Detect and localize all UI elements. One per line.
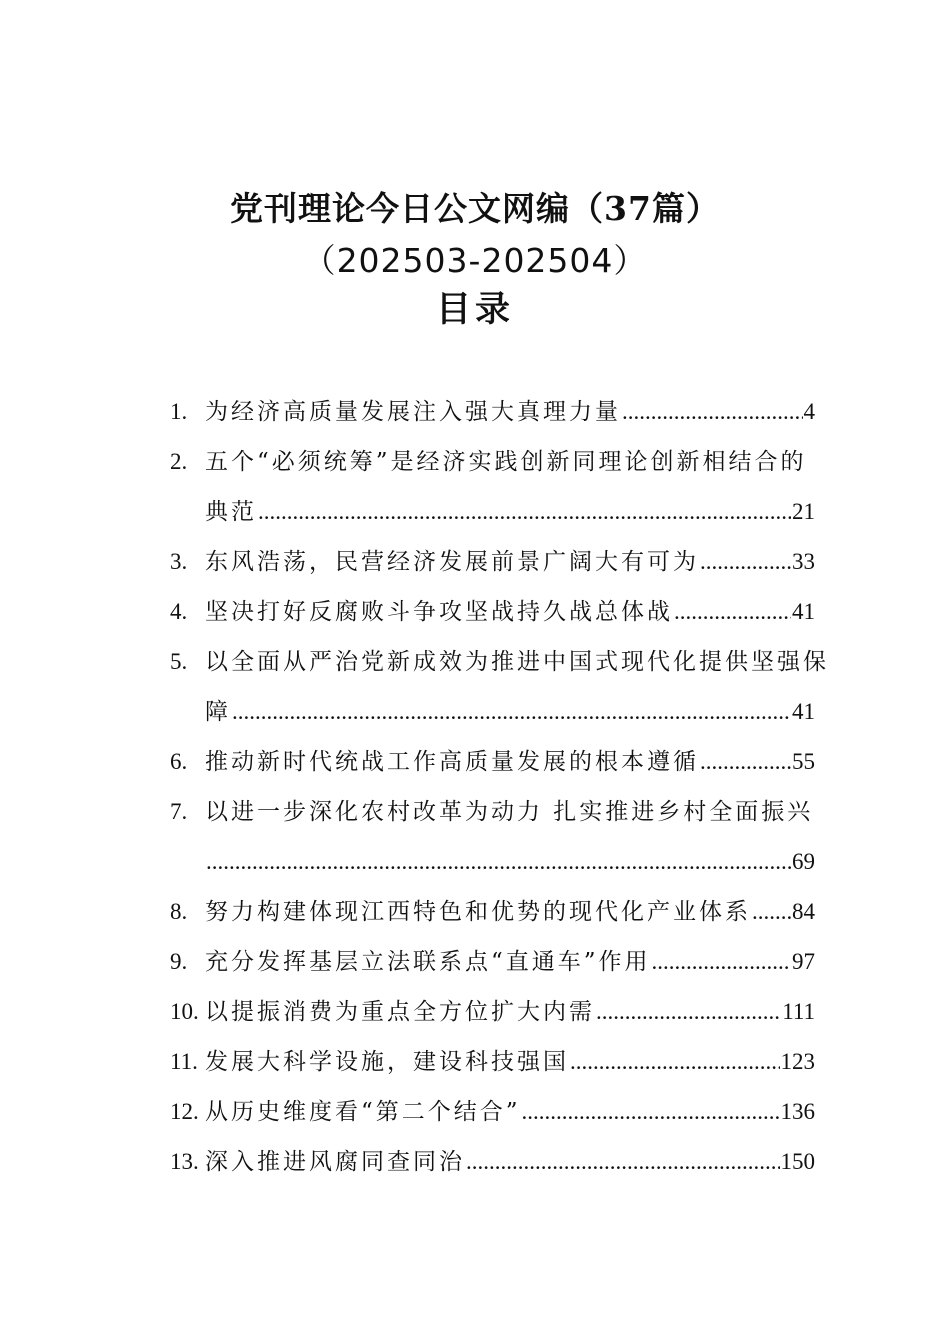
- toc-page-number: 21: [792, 499, 815, 524]
- toc-entry-number: 12.: [170, 1099, 199, 1124]
- dot-leader: [700, 737, 791, 787]
- toc-entry-number: 10.: [170, 999, 199, 1024]
- toc-entry-number: 2.: [170, 449, 188, 474]
- toc-entry-line[interactable]: [170, 1037, 815, 1087]
- toc-page-number: 55: [792, 749, 815, 774]
- toc-entry-number: 8.: [170, 899, 188, 924]
- dot-leader: [232, 687, 791, 737]
- toc-entry-line[interactable]: [170, 787, 815, 837]
- toc-entry-number: 9.: [170, 949, 188, 974]
- toc-entry-number: 6.: [170, 749, 188, 774]
- toc-entry-line[interactable]: [170, 587, 815, 637]
- toc-entry-title: 东风浩荡，民营经济发展前景广阔大有可为: [205, 549, 699, 575]
- toc-entry-line[interactable]: [170, 737, 815, 787]
- toc-entry-title: 以提振消费为重点全方位扩大内需: [205, 999, 595, 1025]
- toc-entry-line[interactable]: [170, 1137, 815, 1187]
- toc-entry-line[interactable]: [170, 987, 815, 1037]
- toc-entry-line[interactable]: [170, 537, 815, 587]
- toc-entry-line[interactable]: [170, 637, 829, 687]
- date-range: （202503-202504）: [302, 241, 648, 280]
- dot-leader: [652, 937, 791, 987]
- toc-entry-number: 4.: [170, 599, 188, 624]
- toc-page-number: 33: [792, 549, 815, 574]
- toc-page-number: 41: [792, 599, 815, 624]
- dot-leader: [570, 1037, 780, 1087]
- toc-entry-title: 坚决打好反腐败斗争攻坚战持久战总体战: [205, 599, 673, 625]
- toc-entry-title: 充分发挥基层立法联系点“直通车”作用: [205, 949, 651, 975]
- toc-entry-title: 深入推进风腐同查同治: [205, 1149, 465, 1175]
- dot-leader: [206, 837, 791, 887]
- toc-entry-line[interactable]: [170, 387, 815, 437]
- toc-entry-line[interactable]: [170, 1087, 815, 1137]
- toc-page-number: 111: [782, 999, 815, 1024]
- toc-entry-title: 推动新时代统战工作高质量发展的根本遵循: [205, 749, 699, 775]
- toc-entry-number: 13.: [170, 1149, 199, 1174]
- document-title: 党刊理论今日公文网编（37篇）: [230, 189, 720, 228]
- toc-entry-number: 5.: [170, 649, 188, 674]
- dot-leader: [522, 1087, 780, 1137]
- toc-page-number: 41: [792, 699, 815, 724]
- toc-page-number: 84: [792, 899, 815, 924]
- toc-page-number: 123: [780, 1049, 815, 1074]
- toc-page-number: 136: [780, 1099, 815, 1124]
- toc-page-number: 69: [792, 849, 815, 874]
- toc-entry-title: 努力构建体现江西特色和优势的现代化产业体系: [205, 899, 751, 925]
- dot-leader: [258, 487, 791, 537]
- toc-entry-title: 五个“必须统筹”是经济实践创新同理论创新相结合的: [205, 449, 807, 475]
- dot-leader: [674, 587, 791, 637]
- toc-entry-title: 为经济高质量发展注入强大真理力量: [205, 399, 621, 425]
- toc-entry-title: 以全面从严治党新成效为推进中国式现代化提供坚强保: [205, 649, 829, 675]
- table-of-contents: [170, 387, 829, 1187]
- toc-entry-line[interactable]: [170, 837, 815, 887]
- toc-entry-title: 典范: [205, 499, 257, 525]
- toc-entry-title: 障: [205, 699, 231, 725]
- toc-page-number: 97: [792, 949, 815, 974]
- toc-entry-title: 发展大科学设施，建设科技强国: [205, 1049, 569, 1075]
- dot-leader: [752, 887, 791, 937]
- toc-entry-line[interactable]: [170, 487, 815, 537]
- toc-entry-number: 1.: [170, 399, 188, 424]
- dot-leader: [596, 987, 781, 1037]
- toc-entry-number: 7.: [170, 799, 188, 824]
- toc-entry-title: 以进一步深化农村改革为动力 扎实推进乡村全面振兴: [205, 799, 814, 825]
- toc-page-number: 150: [780, 1149, 815, 1174]
- toc-entry-line[interactable]: [170, 937, 815, 987]
- toc-entry-line[interactable]: [170, 887, 815, 937]
- toc-entry-title: 从历史维度看“第二个结合”: [205, 1099, 521, 1125]
- toc-entry-number: 11.: [170, 1049, 198, 1074]
- dot-leader: [466, 1137, 780, 1187]
- dot-leader: [700, 537, 791, 587]
- toc-page-number: 4: [803, 399, 815, 424]
- toc-heading: 目录: [435, 289, 514, 330]
- toc-entry-line[interactable]: [170, 687, 815, 737]
- toc-entry-number: 3.: [170, 549, 188, 574]
- toc-entry-line[interactable]: [170, 437, 815, 487]
- dot-leader: [622, 387, 803, 437]
